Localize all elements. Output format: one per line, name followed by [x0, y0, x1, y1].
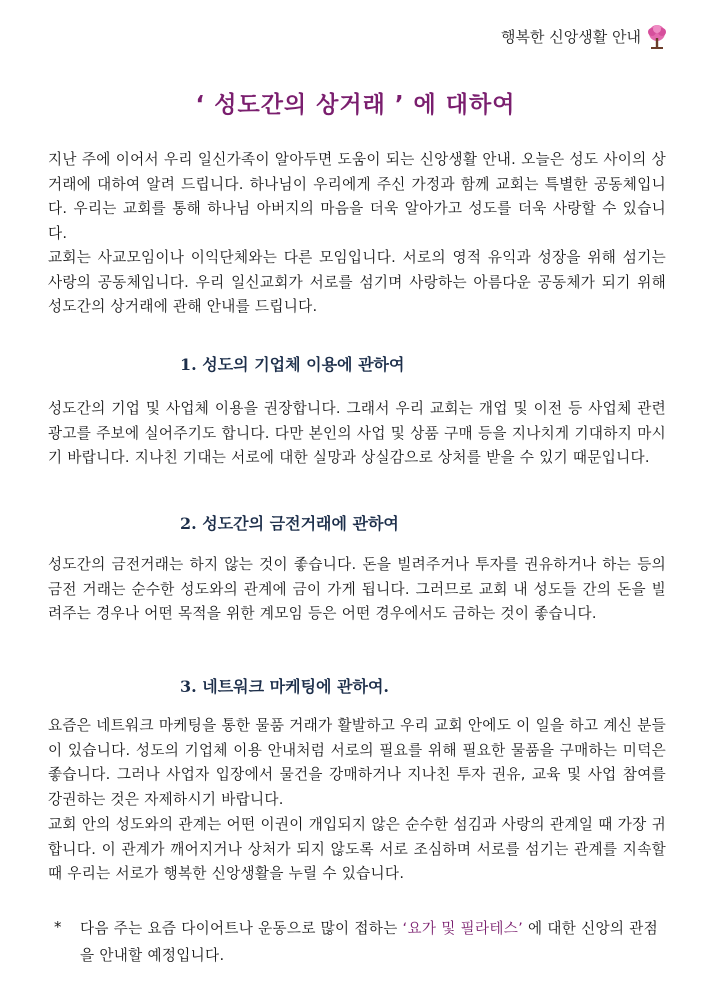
section-3-body-2: 교회 안의 성도와의 관계는 어떤 이권이 개입되지 않은 순수한 섬김과 사랑의 관계일 때 가장 귀합니다. 이 관계가 깨어지거나 상처가 되지 않도록 서로 조심하며 서로를 섬기는 관계를 지속할 때 우리는 서로가 행복한 신앙생활을 누릴 수 있습니다.	[48, 816, 666, 882]
section-1-heading: 1. 성도의 기업체 이용에 관하여	[180, 355, 405, 374]
intro-paragraph-2: 교회는 사교모임이나 이익단체와는 다른 모임입니다. 서로의 영적 유익과 성장을 위해 섬기는 사랑의 공동체입니다. 우리 일신교회가 서로를 섬기며 사랑하는 아름다운 공동체가 되기 위해 성도간의 상거래에 관해 안내를 드립니다.	[48, 249, 666, 315]
section-3-heading: 3. 네트워크 마케팅에 관하여.	[180, 677, 390, 696]
intro-paragraph-1: 지난 주에 이어서 우리 일신가족이 알아두면 도움이 되는 신앙생활 안내. 오늘은 성도 사이의 상거래에 대하여 알려 드립니다. 하나님이 우리에게 주신 가정과 함께 교회는 특별한 공동체입니다. 우리는 교회를 통해 하나님 아버지의 마음을 더욱 알아가고 성도를 더욱 사랑할 수 있습니다.	[48, 151, 666, 242]
next-week-note	[80, 915, 670, 969]
section-1-body: 성도간의 기업 및 사업체 이용을 권장합니다. 그래서 우리 교회는 개업 및 이전 등 사업체 관련 광고를 주보에 실어주기도 합니다. 다만 본인의 사업 및 상품 구매 등을 지나치게 기대하지 마시기 바랍니다. 지나친 기대는 서로에 대한 실망과 상실감으로 상처를 받을 수 있기 때문입니다.	[48, 400, 666, 466]
section-2-body: 성도간의 금전거래는 하지 않는 것이 좋습니다. 돈을 빌려주거나 투자를 권유하거나 하는 등의 금전 거래는 순수한 성도와의 관계에 금이 가게 됩니다. 그러므로 교회 내 성도들 간의 돈을 빌려주는 경우나 어떤 목적을 위한 계모임 등은 어떤 경우에서도 금하는 것이 좋습니다.	[48, 556, 666, 622]
section-2-heading: 2. 성도간의 금전거래에 관하여	[180, 514, 399, 533]
header-text: 행복한 신앙생활 안내	[501, 28, 641, 46]
note-text-before: 다음 주는 요즘 다이어트나 운동으로 많이 접하는	[80, 920, 403, 937]
tree-icon	[645, 24, 669, 50]
note-asterisk: *	[54, 918, 62, 936]
note-highlight: ‘요가 및 필라테스’	[402, 920, 524, 937]
page-title: ‘ 성도간의 상거래 ’ 에 대하여	[195, 92, 516, 118]
section-3-body: 요즘은 네트워크 마케팅을 통한 물품 거래가 활발하고 우리 교회 안에도 이 일을 하고 계신 분들이 있습니다. 성도의 기업체 이용 안내처럼 서로의 필요를 위해 필요한 물품을 구매하는 미덕은 좋습니다. 그러나 사업자 입장에서 물건을 강매하거나 지나친 투자 권유, 교육 및 사업 참여를 강권하는 것은 자제하시기 바랍니다.	[48, 717, 666, 808]
note-text-after: 에 대한 신앙의 관점을 안내할 예정입니다.	[80, 920, 659, 964]
